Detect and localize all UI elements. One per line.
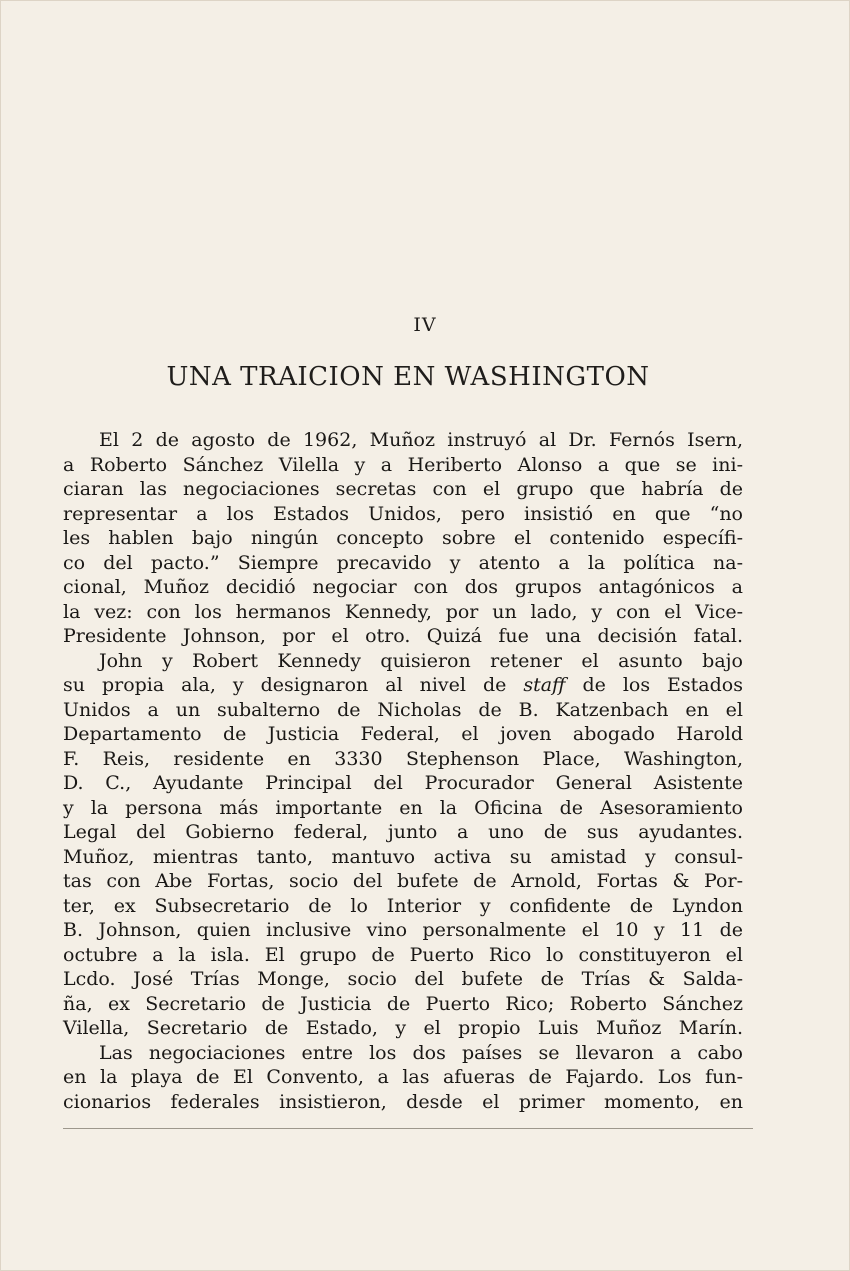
text-line: Lcdo. José Trías Monge, socio del bufete de Trías & Salda- [63, 968, 743, 990]
text-line: la vez: con los hermanos Kennedy, por un lado, y con el Vice- [63, 600, 743, 623]
text-line: B. Johnson, quien inclusive vino personalmente el 10 y 11 de [63, 919, 743, 941]
text-line: El 2 de agosto de 1962, Muñoz instruyó al Dr. Fernós Isern, [99, 429, 743, 451]
text-line: cional, Muñoz decidió negociar con dos grupos antagónicos a [63, 576, 743, 598]
text-line: ña, ex Secretario de Justicia de Puerto Rico; Roberto Sánchez [63, 992, 743, 1015]
text-line: Muñoz, mientras tanto, mantuvo activa su amistad y consul- [63, 845, 743, 868]
text-line: ter, ex Subsecretario de lo Interior y confidente de Lyndon [63, 894, 743, 917]
text-line: Departamento de Justicia Federal, el joven abogado Harold [63, 723, 743, 745]
text-line: les hablen bajo ningún concepto sobre el contenido específi- [63, 527, 743, 549]
chapter-title: UNA TRAICION EN WASHINGTON [166, 362, 650, 392]
text-line: octubre a la isla. El grupo de Puerto Rico lo constituyeron el [63, 943, 743, 966]
text-line: representar a los Estados Unidos, pero insistió en que “no [63, 502, 743, 525]
text-line: Presidente Johnson, por el otro. Quizá fue una decisión fatal. [63, 625, 743, 647]
text-line: Unidos a un subalterno de Nicholas de B. Katzenbach en el [63, 698, 743, 721]
text-line: Legal del Gobierno federal, junto a uno de sus ayudantes. [63, 821, 743, 843]
text-line: co del pacto.” Siempre precavido y atento a la política na- [63, 551, 743, 574]
text-line: y la persona más importante en la Oficina de Asesoramiento [63, 796, 743, 819]
text-line: a Roberto Sánchez Vilella y a Heriberto Alonso a que se ini- [63, 453, 743, 476]
text-line: ciaran las negociaciones secretas con el grupo que habría de [63, 478, 743, 500]
chapter-number: IV [413, 314, 437, 336]
text-line: Las negociaciones entre los dos países se llevaron a cabo [99, 1041, 743, 1064]
text-line: cionarios federales insistieron, desde el primer momento, en [63, 1090, 743, 1113]
text-line: en la playa de El Convento, a las afueras de Fajardo. Los fun- [63, 1066, 743, 1088]
text-line: Vilella, Secretario de Estado, y el propio Luis Muñoz Marín. [63, 1017, 743, 1039]
body-text [63, 428, 743, 1114]
bottom-rule [63, 1128, 753, 1129]
text-line: su propia ala, y designaron al nivel de staff de los Estados [63, 674, 743, 696]
text-line: tas con Abe Fortas, socio del bufete de Arnold, Fortas & Por- [63, 870, 743, 892]
italic-term: staff [523, 674, 566, 696]
text-line: D. C., Ayudante Principal del Procurador General Asistente [63, 772, 743, 794]
text-line: F. Reis, residente en 3330 Stephenson Place, Washington, [63, 747, 743, 770]
text-line: John y Robert Kennedy quisieron retener el asunto bajo [99, 649, 743, 672]
